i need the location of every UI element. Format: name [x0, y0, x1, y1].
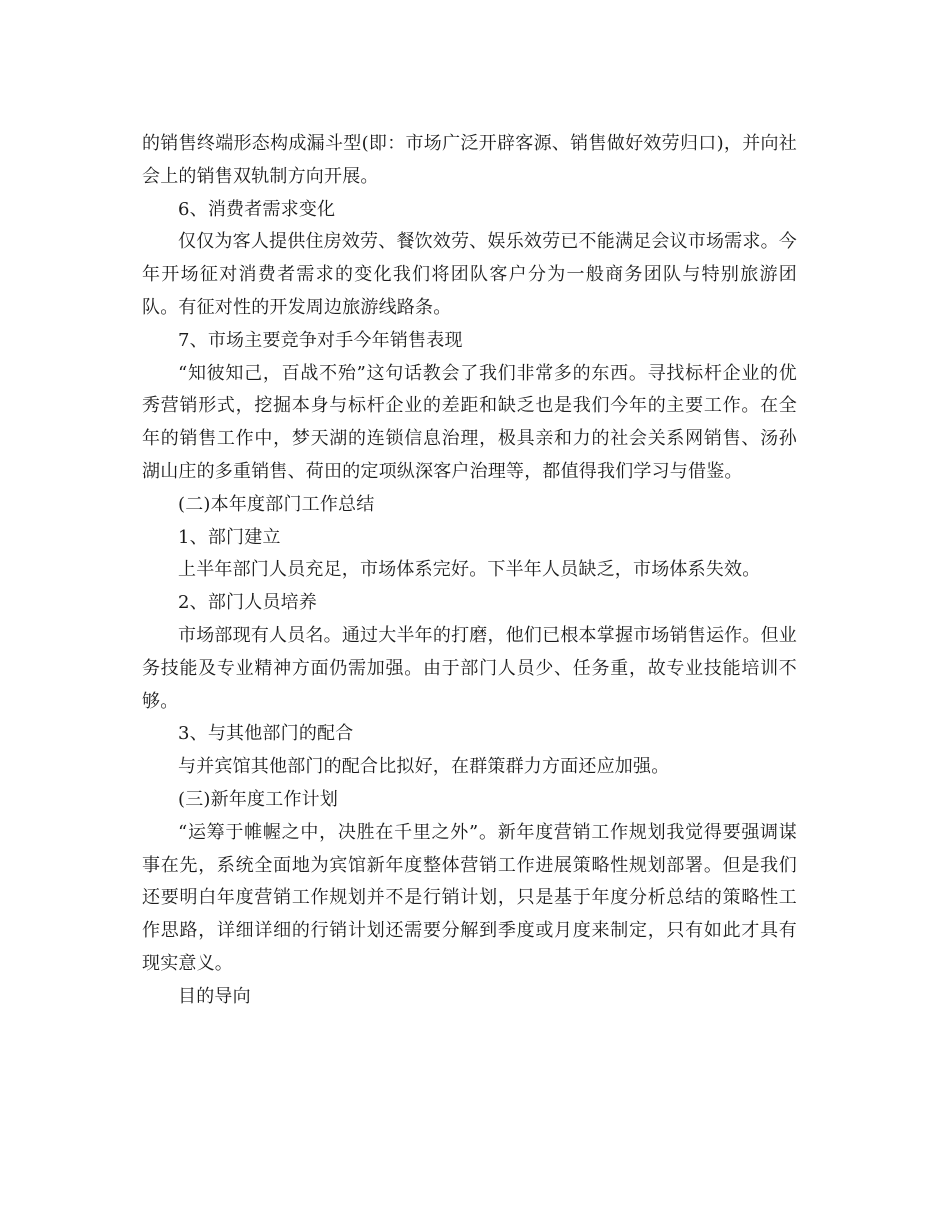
paragraph: 市场部现有人员名。通过大半年的打磨，他们已根本掌握市场销售运作。但业务技能及专业精神方面仍需加强。由于部门人员少、任务重，故专业技能培训不够。 [142, 624, 797, 712]
section-heading: 目的导向 [178, 985, 251, 1007]
paragraph: “运筹于帷幄之中，决胜在千里之外”。新年度营销工作规划我觉得要强调谋事在先，系统全面地为宾馆新年度整体营销工作进展策略性规划部署。但是我们还要明白年度营销工作规划并不是行销计划，只是基于年度分析总结的策略性工作思路，详细详细的行销计划还需要分解到季度或月度来制定，只有如此才具有现实意义。 [142, 821, 797, 974]
paragraph: 与并宾馆其他部门的配合比拟好，在群策群力方面还应加强。 [178, 756, 670, 778]
section-heading: 2、部门人员培养 [178, 592, 318, 614]
paragraph: 上半年部门人员充足，市场体系完好。下半年人员缺乏，市场体系失效。 [178, 559, 761, 581]
section-heading: 7、市场主要竞争对手今年销售表现 [178, 329, 463, 351]
section-heading: (二)本年度部门工作总结 [178, 493, 375, 515]
document-body [142, 128, 797, 1014]
section-heading: 6、消费者需求变化 [178, 198, 336, 220]
section-heading: 1、部门建立 [178, 526, 281, 548]
paragraph: “知彼知己，百战不殆”这句话教会了我们非常多的东西。寻找标杆企业的优秀营销形式，挖掘本身与标杆企业的差距和缺乏也是我们今年的主要工作。在全年的销售工作中，梦天湖的连锁信息治理，极具亲和力的社会关系网销售、汤孙湖山庄的多重销售、荷田的定项纵深客户治理等，都值得我们学习与借鉴。 [142, 362, 797, 482]
section-heading: 3、与其他部门的配合 [178, 723, 354, 745]
paragraph: 仅仅为客人提供住房效劳、餐饮效劳、娱乐效劳已不能满足会议市场需求。今年开场征对消费者需求的变化我们将团队客户分为一般商务团队与特别旅游团队。有征对性的开发周边旅游线路条。 [142, 231, 797, 318]
paragraph-continuation: 的销售终端形态构成漏斗型(即：市场广泛开辟客源、销售做好效劳归口)，并向社会上的销售双轨制方向开展。 [142, 133, 797, 187]
section-heading: (三)新年度工作计划 [178, 788, 339, 810]
